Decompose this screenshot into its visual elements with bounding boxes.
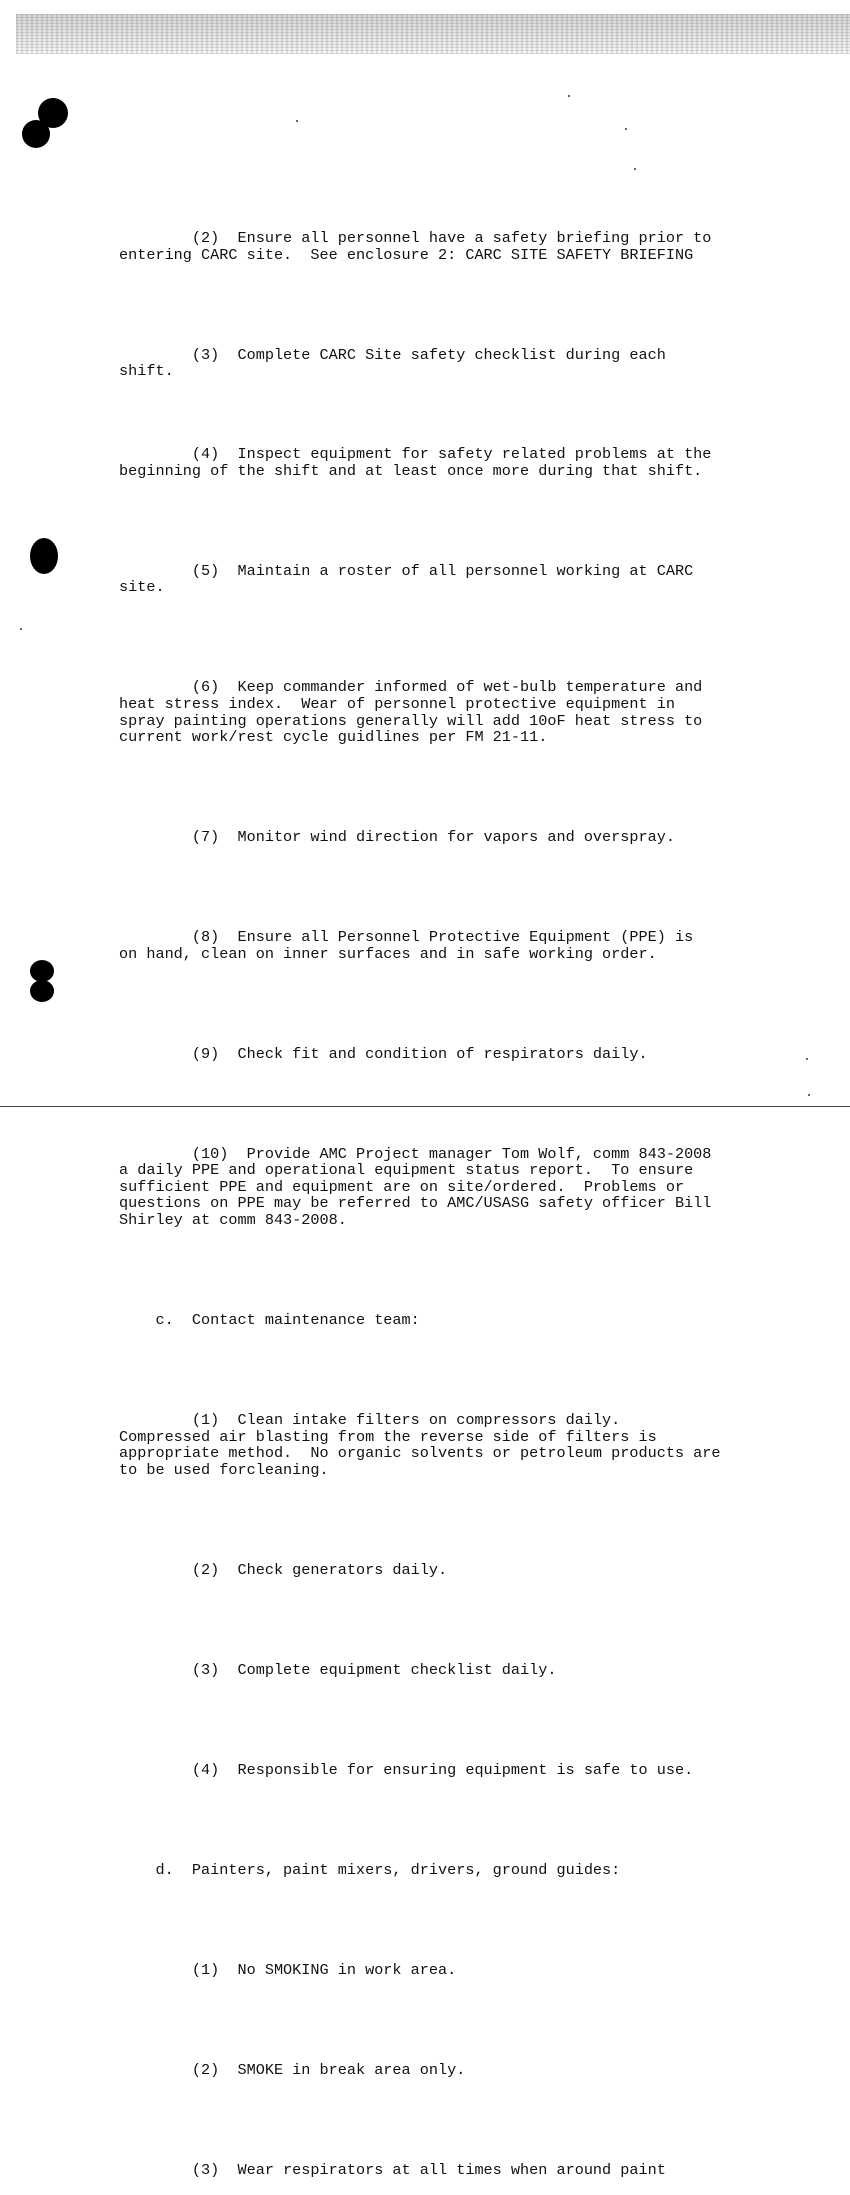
para-6	[119, 679, 799, 745]
text-line: (8) Ensure all Personnel Protective Equipment (PPE) is	[119, 928, 694, 947]
text-line: (1) Clean intake filters on compressors daily.	[119, 1411, 621, 1429]
text-line: to be used forcleaning.	[119, 1460, 329, 1479]
para-c4	[119, 1762, 799, 1779]
scan-speck	[634, 168, 636, 170]
text-line: (5) Maintain a roster of all personnel working at CARC	[119, 561, 694, 580]
text-line: (3) Wear respirators at all times when around paint	[119, 2160, 666, 2179]
text-line: (2) Ensure all personnel have a safety briefing prior to	[119, 229, 712, 248]
text-line: (3) Complete equipment checklist daily.	[119, 1660, 557, 1679]
para-4	[119, 446, 799, 479]
punch-hole-bottom-a	[30, 960, 54, 982]
text-line: (6) Keep commander informed of wet-bulb temperature and	[119, 678, 703, 697]
text-line: questions on PPE may be referred to AMC/USASG safety officer Bill	[119, 1194, 712, 1213]
para-7	[119, 829, 799, 846]
para-c2	[119, 1562, 799, 1579]
text-line: site.	[119, 578, 165, 597]
para-9	[119, 1046, 799, 1063]
text-line: (7) Monitor wind direction for vapors and overspray.	[119, 828, 675, 847]
section-c-heading	[119, 1312, 799, 1329]
text-line: entering CARC site. See enclosure 2: CARC SITE SAFETY BRIEFING	[119, 245, 694, 264]
punch-hole-bottom-b	[30, 980, 54, 1002]
para-10	[119, 1146, 799, 1229]
para-d1	[119, 1962, 799, 1979]
scan-speck	[568, 95, 570, 97]
text-line: a daily PPE and operational equipment status report. To ensure	[119, 1161, 694, 1180]
text-line: (2) Check generators daily.	[119, 1560, 448, 1579]
text-line: c. Contact maintenance team:	[119, 1311, 420, 1330]
text-line: shift.	[119, 362, 174, 381]
text-line: (2) SMOKE in break area only.	[119, 2060, 466, 2079]
text-line: (10) Provide AMC Project manager Tom Wolf, comm 843-2008	[119, 1144, 712, 1163]
para-d3	[119, 2162, 799, 2179]
scan-speck	[296, 120, 298, 122]
scan-speck	[625, 128, 627, 130]
para-8	[119, 929, 799, 962]
text-line: sufficient PPE and equipment are on site/ordered. Problems or	[119, 1177, 685, 1196]
scan-noise-band	[16, 14, 850, 54]
para-c1	[119, 1412, 799, 1478]
text-line: on hand, clean on inner surfaces and in safe working order.	[119, 944, 657, 963]
text-line: d. Painters, paint mixers, drivers, ground guides:	[119, 1860, 621, 1879]
para-c3	[119, 1662, 799, 1679]
para-2	[119, 230, 799, 263]
text-line: appropriate method. No organic solvents or petroleum products are	[119, 1444, 721, 1463]
punch-hole-top-b	[22, 120, 50, 148]
section-d-heading	[119, 1862, 799, 1879]
text-line: (4) Responsible for ensuring equipment is safe to use.	[119, 1760, 694, 1779]
punch-hole-middle	[30, 538, 58, 574]
document-body	[119, 197, 799, 2195]
scan-speck	[20, 628, 22, 630]
scan-speck	[808, 1094, 810, 1096]
para-5	[119, 563, 799, 596]
bottom-edge-line	[0, 1106, 850, 1107]
para-3	[119, 347, 799, 380]
text-line: Shirley at comm 843-2008.	[119, 1211, 347, 1230]
text-line: (4) Inspect equipment for safety related problems at the	[119, 445, 712, 464]
scan-speck	[806, 1058, 808, 1060]
para-d2	[119, 2062, 799, 2079]
text-line: spray painting operations generally will add 10oF heat stress to	[119, 711, 703, 730]
text-line: Compressed air blasting from the reverse side of filters is	[119, 1427, 657, 1446]
text-line: current work/rest cycle guidlines per FM 21-11.	[119, 728, 548, 747]
text-line: (1) No SMOKING in work area.	[119, 1960, 457, 1979]
text-line: (9) Check fit and condition of respirators daily.	[119, 1044, 648, 1063]
text-line: beginning of the shift and at least once more during that shift.	[119, 461, 703, 480]
text-line: (3) Complete CARC Site safety checklist during each	[119, 345, 666, 364]
text-line: heat stress index. Wear of personnel protective equipment in	[119, 695, 675, 714]
